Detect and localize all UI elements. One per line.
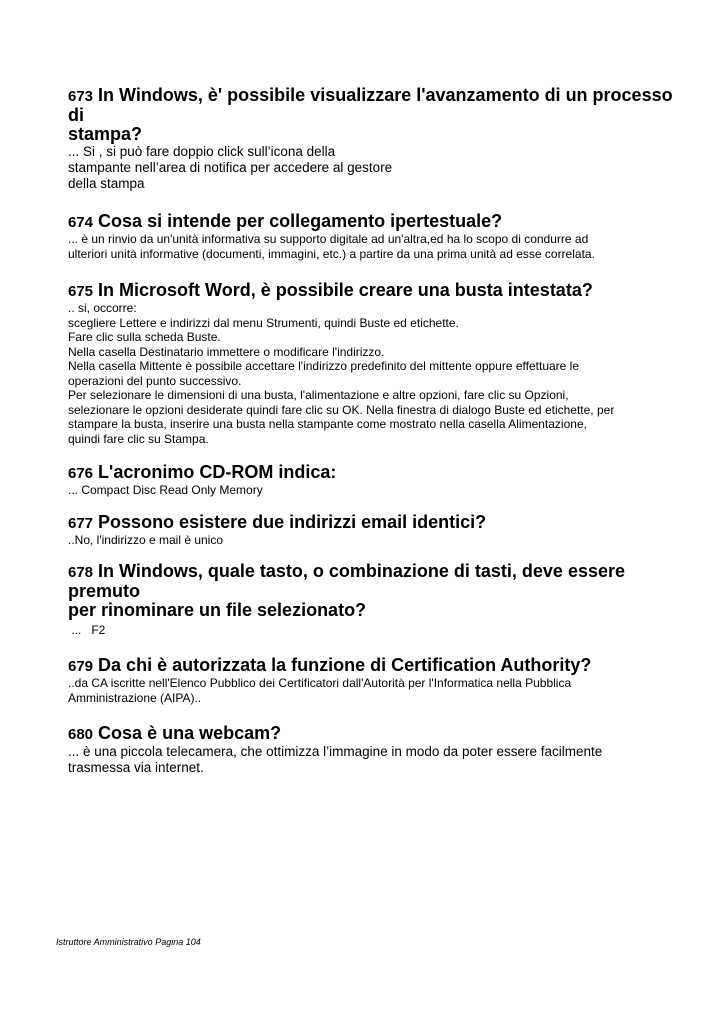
question-answer: ... è una piccola telecamera, che ottimizza l’immagine in modo da poter essere facilmente trasmessa via internet.: [68, 744, 603, 775]
page-footer: Istruttore Amministrativo Pagina 104: [56, 937, 201, 947]
question-title: 680 Cosa è una webcam?: [68, 723, 282, 743]
question-number: 680: [68, 726, 94, 743]
question-answer: ... Compact Disc Read Only Memory: [68, 483, 263, 497]
question-number: 676: [68, 465, 94, 482]
question-number: 679: [68, 658, 94, 675]
question-answer: ... F2: [68, 623, 106, 637]
question-answer: .. si, occorre: scegliere Lettere e indirizzi dal menu Strumenti, quindi Buste ed etichette. Fare clic sulla scheda Buste. Nella casella Destinatario immettere o modificare l'indirizzo. Nella casella Mittente è possibile accettare l'indirizzo predefinito del mittente oppure effettuare le operazioni del punto successivo. Per selezionare le dimensioni di una busta, l'alimentazione e altre opzioni, fare clic su Opzioni, selezionare le opzioni desiderate quindi fare clic su OK. Nella finestra di dialogo Buste ed etichette, per stampare la busta, inserire una busta nella stampante come mostrato nella casella Alimentazione, quindi fare clic su Stampa.: [68, 301, 615, 446]
question-title: 675 In Microsoft Word, è possibile creare una busta intestata?: [68, 280, 593, 300]
question-title: 676 L'acronimo CD-ROM indica:: [68, 462, 337, 482]
question-679: [68, 656, 668, 705]
question-674: [68, 212, 668, 261]
question-title: 679 Da chi è autorizzata la funzione di Certification Authority?: [68, 655, 592, 675]
question-675: [68, 281, 668, 446]
question-677: [68, 513, 668, 548]
question-number: 678: [68, 564, 94, 581]
question-answer: ... è un rinvio da un'unità informativa su supporto digitale ad un'altra,ed ha lo scopo di condurre ad ulteriori unità informative (documenti, immagini, etc.) a partire da una prima unità ad esse correlata.: [68, 232, 595, 261]
question-680: [68, 724, 668, 776]
question-answer: ... Si , si può fare doppio click sull’icona della stampante nell’area di notifica per accedere al gestore della stampa: [68, 144, 393, 191]
question-676: [68, 463, 668, 498]
question-title: 677 Possono esistere due indirizzi email identici?: [68, 512, 487, 532]
question-number: 673: [68, 88, 94, 105]
question-answer: ..da CA iscritte nell'Elenco Pubblico dei Certificatori dall'Autorità per l'Informatica nella Pubblica Amministrazione (AIPA)..: [68, 676, 572, 705]
question-673: [68, 85, 673, 192]
question-title: 673 In Windows, è' possibile visualizzare l'avanzamento di un processo di stampa?: [68, 85, 673, 144]
question-number: 677: [68, 515, 94, 532]
question-678: [68, 562, 668, 638]
question-answer: ..No, l'indirizzo e mail è unico: [68, 533, 224, 547]
question-number: 674: [68, 214, 94, 231]
question-title: 674 Cosa si intende per collegamento ipertestuale?: [68, 211, 503, 231]
question-number: 675: [68, 283, 94, 300]
question-title: 678 In Windows, quale tasto, o combinazione di tasti, deve essere premuto per rinominare un file selezionato?: [68, 561, 626, 620]
